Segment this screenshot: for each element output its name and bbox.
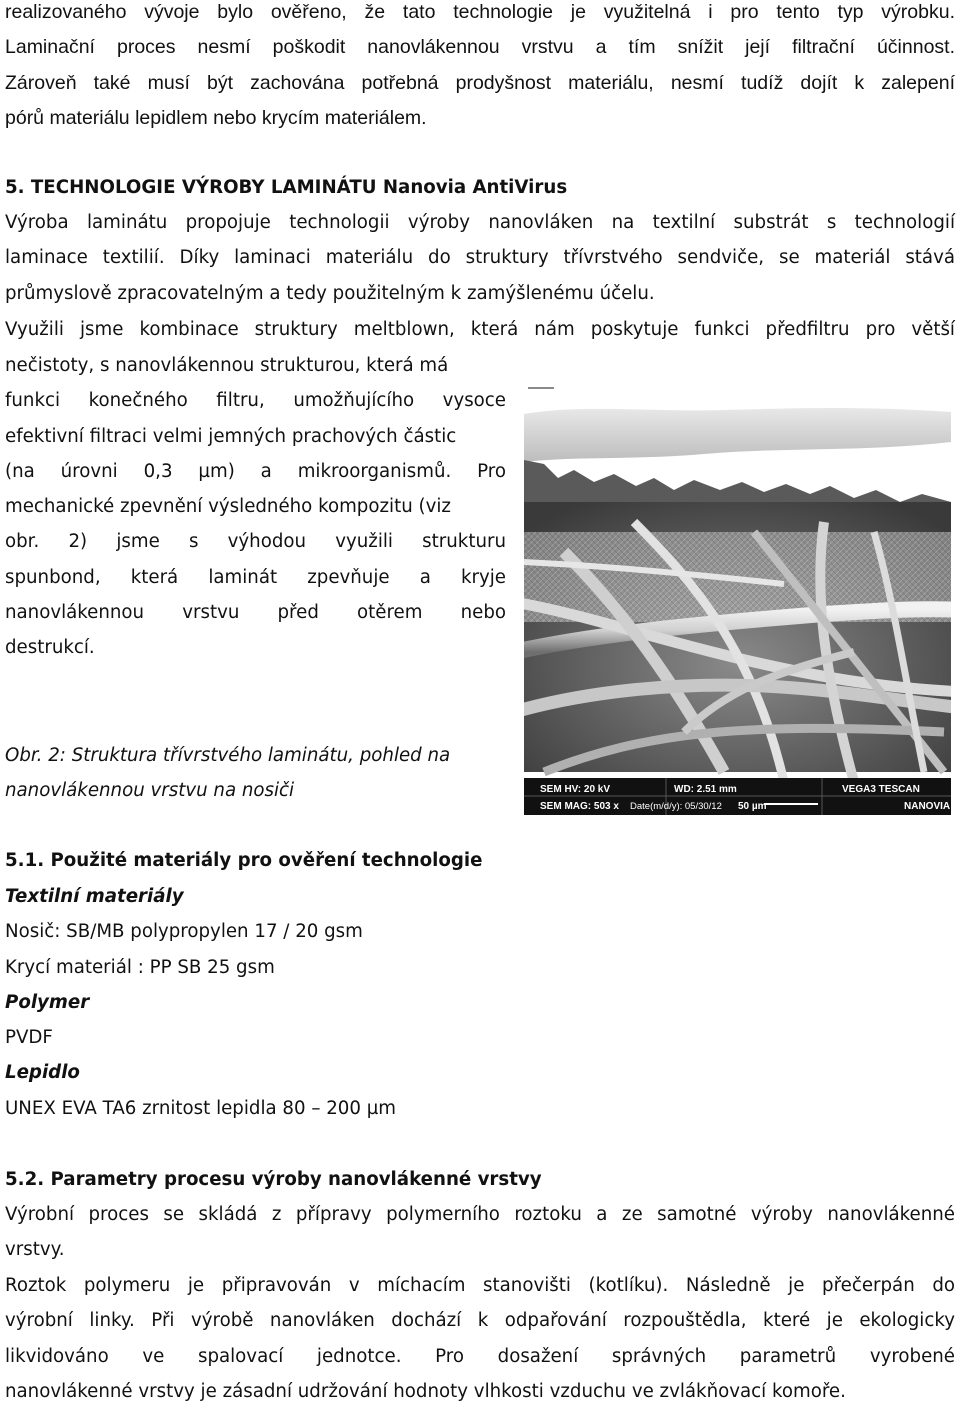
sem-micrograph-image — [524, 352, 951, 815]
text-line: výrobní linky. Při výrobě nanovláken dochází k odpařování rozpouštědla, které je ekologicky — [5, 1310, 955, 1332]
text-line: mechanické zpevnění výsledného kompozitu (viz — [5, 496, 451, 518]
text-line: průmyslově zpracovatelným a tedy použitelným k zamýšlenému účelu. — [5, 282, 655, 304]
sem-org-label: NANOVIA — [904, 801, 951, 812]
text-line: obr. 2) jsme s výhodou využili strukturu — [5, 531, 506, 553]
section-5-paragraph-1 — [5, 205, 955, 311]
text-line: pórů materiálu lepidlem nebo krycím materiálem. — [5, 106, 427, 129]
sem-brand-label: VEGA3 TESCAN — [842, 784, 920, 795]
text-line: Výrobní proces se skládá z přípravy polymerního roztoku a ze samotné výroby nanovlákenné — [5, 1204, 955, 1225]
text-line: Laminační proces nesmí poškodit nanovlákennou vrstvu a tím snížit její filtrační účinnost. — [5, 36, 955, 59]
text-line: Roztok polymeru je připravován v míchacím stanovišti (kotlíku). Následně je přečerpán do — [5, 1275, 955, 1296]
sem-date-label: Date(m/d/y): 05/30/12 — [630, 801, 722, 812]
materials-item-cover: Krycí materiál : PP SB 25 gsm — [5, 956, 275, 978]
intro-paragraph — [5, 0, 955, 136]
sem-wd-label: WD: 2.51 mm — [674, 784, 737, 795]
materials-item-pvdf: PVDF — [5, 1027, 53, 1049]
text-line: realizovaného vývoje bylo ověřeno, že tato technologie je využitelná i pro tento typ výrobku. — [5, 1, 955, 23]
sem-micrograph-drawing — [524, 352, 951, 815]
materials-category-polymer: Polymer — [5, 991, 90, 1013]
section-5-2-paragraph-2 — [5, 1268, 955, 1409]
section-5-heading: 5. TECHNOLOGIE VÝROBY LAMINÁTU Nanovia AntiVirus — [5, 177, 568, 198]
materials-category-textile: Textilní materiály — [5, 886, 184, 907]
figure-caption — [5, 738, 515, 808]
section-5-2-heading: 5.2. Parametry procesu výroby nanovlákenné vrstvy — [5, 1169, 542, 1190]
text-line: efektivní filtraci velmi jemných prachových částic — [5, 425, 457, 447]
sem-mag-label: SEM MAG: 503 x — [540, 801, 619, 812]
materials-list — [5, 879, 955, 1126]
text-line: spunbond, která laminát zpevňuje a kryje — [5, 566, 506, 588]
sem-hv-label: SEM HV: 20 kV — [540, 784, 611, 795]
caption-line: nanovlákennou vrstvu na nosiči — [5, 780, 295, 801]
section-5-2-paragraph-1 — [5, 1197, 955, 1268]
text-line: likvidováno ve spalovací jednotce. Pro dosažení správných parametrů vyrobené — [5, 1345, 955, 1367]
section-5-paragraph-2-wrap — [5, 348, 506, 666]
text-line: destrukcí. — [5, 637, 95, 659]
materials-item-carrier: Nosič: SB/MB polypropylen 17 / 20 gsm — [5, 921, 363, 943]
text-line: nečistoty, s nanovlákennou strukturou, která má — [5, 355, 449, 376]
text-line: vrstvy. — [5, 1239, 65, 1261]
text-line: (na úrovni 0,3 µm) a mikroorganismů. Pro — [5, 460, 506, 482]
sem-scale-label: 50 µm — [738, 801, 767, 812]
text-line: Výroba laminátu propojuje technologii výroby nanovláken na textilní substrát s technologií — [5, 212, 955, 233]
section-5-paragraph-2-first — [5, 312, 955, 347]
text-line: Využili jsme kombinace struktury meltblown, která nám poskytuje funkci předfiltru pro větší — [5, 319, 955, 340]
text-line: nanovlákenné vrstvy je zásadní udržování hodnoty vlhkosti vzduchu ve zvlákňovací komoře. — [5, 1380, 846, 1402]
text-line: Zároveň také musí být zachována potřebná prodyšnost materiálu, nesmí tudíž dojít k zalepení — [5, 71, 955, 94]
materials-category-adhesive: Lepidlo — [5, 1062, 80, 1084]
text-line: funkci konečného filtru, umožňujícího vysoce — [5, 390, 506, 412]
section-5-1-heading: 5.1. Použité materiály pro ověření technologie — [5, 850, 483, 871]
text-line: laminace textilií. Díky laminaci materiálu do struktury třívrstvého sendviče, se materiál stává — [5, 247, 955, 269]
text-line: nanovlákennou vrstvu před otěrem nebo — [5, 602, 506, 624]
caption-line: Obr. 2: Struktura třívrstvého laminátu, pohled na — [5, 745, 451, 766]
materials-item-adhesive: UNEX EVA TA6 zrnitost lepidla 80 – 200 µm — [5, 1097, 397, 1119]
